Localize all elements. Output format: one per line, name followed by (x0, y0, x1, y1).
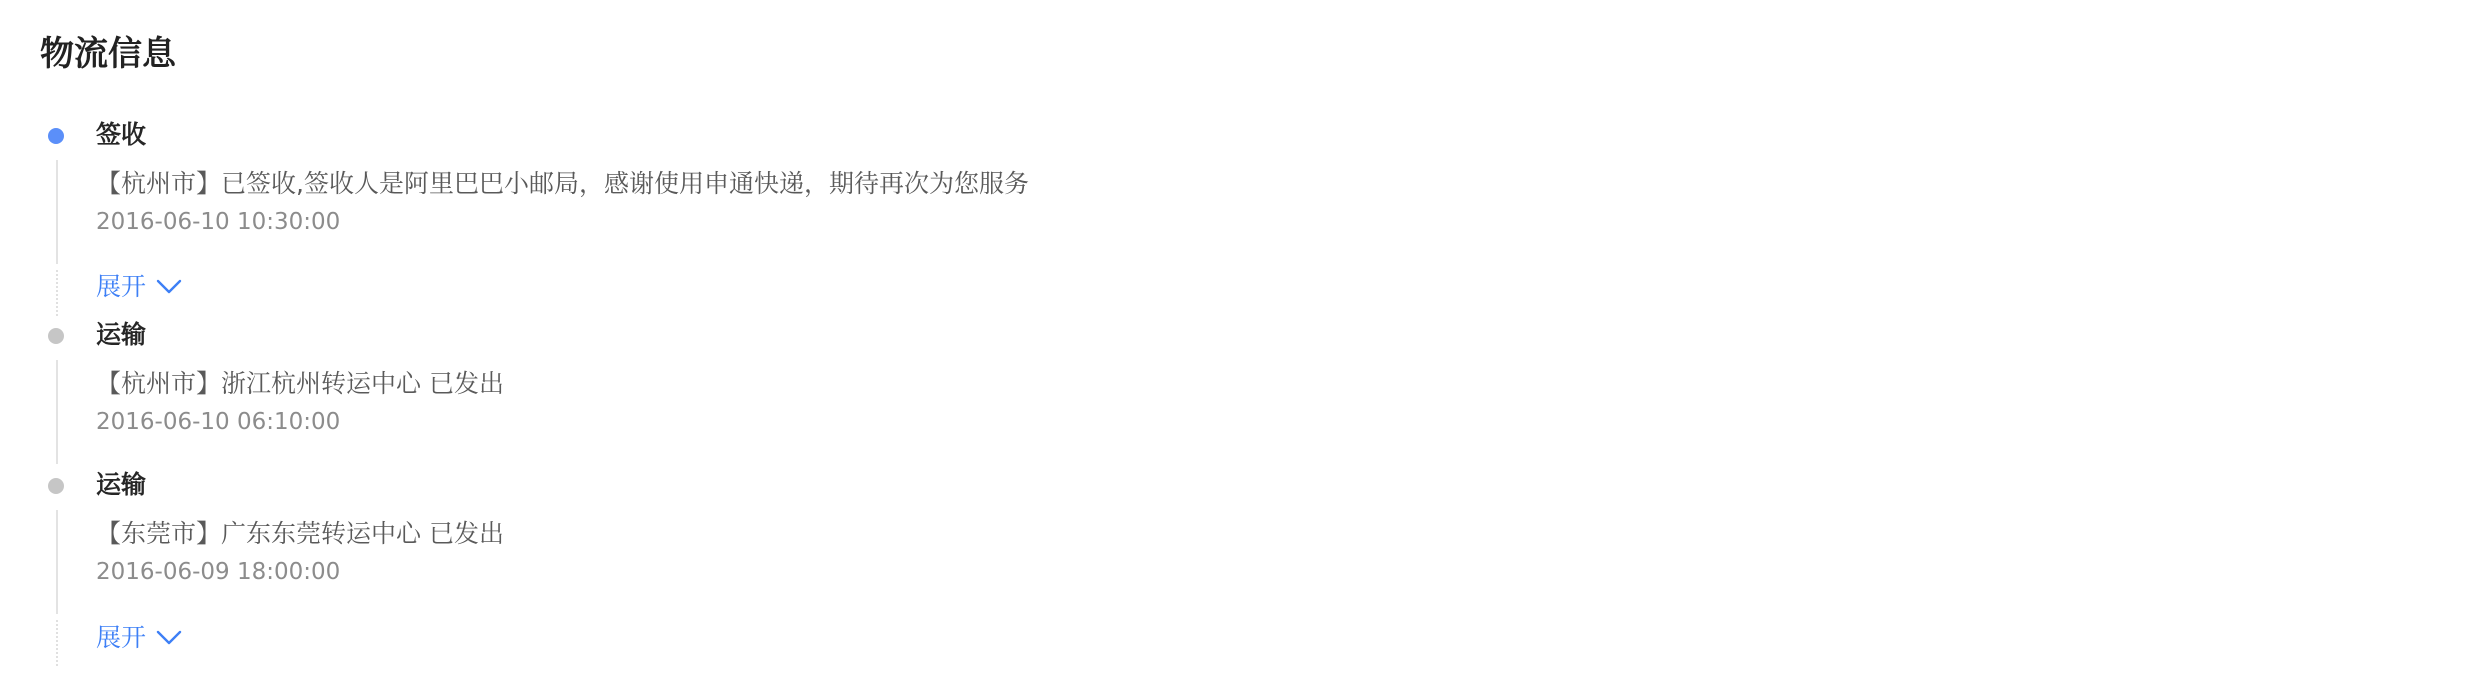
timeline-dot (48, 478, 64, 494)
timeline-description: 【东莞市】广东东莞转运中心 已发出 (96, 519, 504, 548)
timeline-description: 【杭州市】已签收,签收人是阿里巴巴小邮局，感谢使用申通快递，期待再次为您服务 (96, 169, 1029, 198)
expand-button[interactable] (96, 270, 182, 304)
timeline-time: 2016-06-10 06:10:00 (96, 409, 341, 435)
timeline-dot-active (48, 128, 64, 144)
timeline-time: 2016-06-09 18:00:00 (96, 559, 341, 585)
timeline-status: 签收 (96, 120, 147, 149)
timeline-line-dotted (56, 620, 58, 666)
timeline-status: 运输 (96, 320, 147, 349)
timeline-line-dotted (56, 270, 58, 316)
chevron-down-icon (156, 279, 182, 295)
timeline-time: 2016-06-10 10:30:00 (96, 209, 341, 235)
expand-label: 展开 (96, 623, 147, 652)
expand-label: 展开 (96, 272, 147, 301)
timeline-line (56, 510, 58, 614)
expand-button[interactable] (96, 621, 182, 655)
timeline-status: 运输 (96, 470, 147, 499)
page-title: 物流信息 (40, 34, 176, 74)
timeline-description: 【杭州市】浙江杭州转运中心 已发出 (96, 369, 504, 398)
timeline-line (56, 360, 58, 464)
chevron-down-icon (156, 630, 182, 646)
timeline-dot (48, 328, 64, 344)
timeline-line (56, 160, 58, 264)
